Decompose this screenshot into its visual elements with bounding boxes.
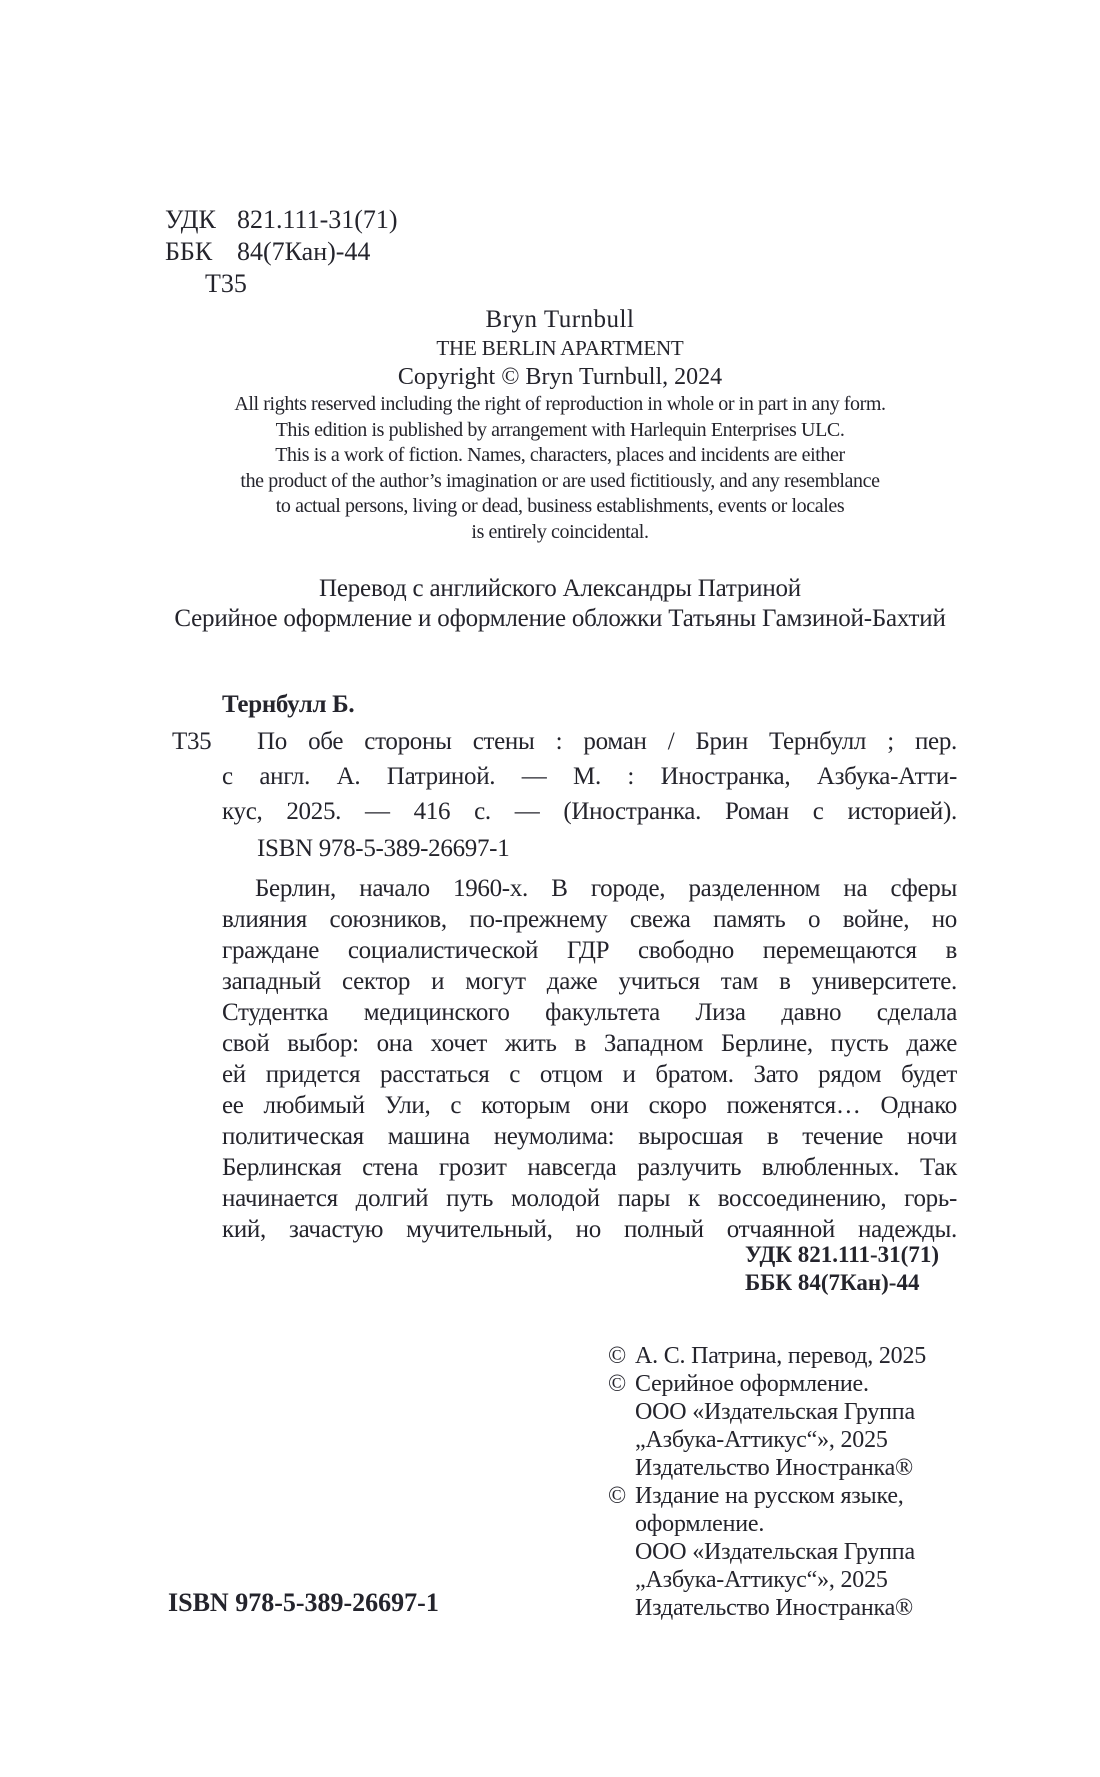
bottom-classification-block bbox=[745, 1241, 939, 1297]
bbk-bottom: ББК 84(7Кан)-44 bbox=[745, 1270, 920, 1295]
udc-label: УДК bbox=[165, 205, 216, 234]
rights-line: This edition is published by arrangement with Harlequin Enterprises ULC. bbox=[275, 418, 845, 441]
copyright-sign: © bbox=[608, 1343, 627, 1369]
copyright-text: „Азбука-Аттикус“», 2025 bbox=[635, 1567, 888, 1593]
annotation-line: западный сектор и могут даже учиться там в университете. bbox=[222, 968, 957, 995]
copyright-line bbox=[608, 1454, 988, 1482]
rights-line: to actual persons, living or dead, business establishments, events or locales bbox=[275, 495, 845, 517]
copyright-text: А. С. Патрина, перевод, 2025 bbox=[635, 1343, 927, 1369]
copyright-line bbox=[608, 1566, 988, 1594]
copyright-text: Издательство Иностранка® bbox=[635, 1455, 914, 1481]
rights-line: All rights reserved including the right of reproduction in whole or in part in any form. bbox=[234, 393, 886, 415]
catalog-entry-line: с англ. А. Патриной. — М. : Иностранка, Азбука-Атти- bbox=[222, 763, 957, 790]
original-author: Bryn Turnbull bbox=[485, 306, 635, 333]
copyright-text: Серийное оформление. bbox=[635, 1371, 869, 1397]
original-title: THE BERLIN APARTMENT bbox=[436, 336, 684, 360]
copyright-line bbox=[608, 1538, 988, 1566]
annotation-line: начинается долгий путь молодой пары к воссоединению, горь- bbox=[222, 1185, 957, 1212]
rights-line: the product of the author’s imagination or are used fictitiously, and any resemblance bbox=[240, 469, 880, 492]
copyright-text: Издание на русском языке, bbox=[635, 1483, 904, 1509]
copyright-sign: © bbox=[608, 1371, 627, 1397]
udc-value: 821.111-31(71) bbox=[237, 205, 398, 234]
catalog-card bbox=[172, 690, 957, 1245]
catalog-entry-line: По обе стороны стены : роман / Брин Тернбулл ; пер. bbox=[257, 728, 957, 755]
rights-line: is entirely coincidental. bbox=[471, 520, 649, 543]
annotation-line: влияния союзников, по-прежнему свежа память о войне, но bbox=[222, 906, 957, 933]
translation-credit: Перевод с английского Александры Патриной bbox=[319, 575, 801, 602]
annotation-line: политическая машина неумолима: выросшая в течение ночи bbox=[222, 1123, 957, 1150]
copyright-line bbox=[608, 1426, 988, 1454]
annotation-line: кий, зачастую мучительный, но полный отчаянной надежды. bbox=[222, 1216, 957, 1243]
annotation-line: граждане социалистической ГДР свободно перемещаются в bbox=[222, 937, 957, 964]
original-edition-block bbox=[60, 306, 1060, 545]
copyright-block bbox=[608, 1342, 988, 1622]
udc-bottom: УДК 821.111-31(71) bbox=[745, 1242, 939, 1267]
catalog-entry-line: кус, 2025. — 416 с. — (Иностранка. Роман с историей). bbox=[222, 798, 957, 825]
copyright-sign: © bbox=[608, 1483, 627, 1509]
annotation-line: Берлин, начало 1960-х. В городе, разделенном на сферы bbox=[255, 875, 957, 902]
copyright-line bbox=[608, 1482, 988, 1510]
annotation bbox=[222, 873, 957, 1245]
original-copyright: Copyright © Bryn Turnbull, 2024 bbox=[397, 364, 723, 390]
copyright-line bbox=[608, 1398, 988, 1426]
catalog-entry bbox=[172, 724, 957, 829]
copyright-text: ООО «Издательская Группа bbox=[635, 1539, 915, 1565]
copyright-text: ООО «Издательская Группа bbox=[635, 1399, 915, 1425]
copyright-line bbox=[608, 1510, 988, 1538]
annotation-line: Берлинская стена грозит навсегда разлучить влюбленных. Так bbox=[222, 1154, 957, 1181]
copyright-line bbox=[608, 1370, 988, 1398]
annotation-line: Студентка медицинского факультета Лиза давно сделала bbox=[222, 999, 957, 1026]
design-credit: Серийное оформление и оформление обложки Татьяны Гамзиной-Бахтий bbox=[174, 605, 946, 632]
copyright-text: „Азбука-Аттикус“», 2025 bbox=[635, 1427, 888, 1453]
copyright-line bbox=[608, 1342, 988, 1370]
bbk-value: 84(7Кан)-44 bbox=[237, 237, 371, 266]
catalog-author-code: Т35 bbox=[172, 728, 212, 755]
catalog-author: Тернбулл Б. bbox=[222, 691, 355, 718]
udc-line bbox=[165, 204, 398, 236]
copyright-line bbox=[608, 1594, 988, 1622]
author-sign-code: Т35 bbox=[205, 269, 247, 298]
catalog-isbn: ISBN 978-5-389-26697-1 bbox=[257, 835, 510, 862]
rights-line: This is a work of fiction. Names, characters, places and incidents are either bbox=[275, 444, 845, 466]
bbk-line bbox=[165, 236, 398, 268]
copyright-text: Издательство Иностранка® bbox=[635, 1595, 914, 1621]
top-classification-block bbox=[165, 204, 398, 300]
copyright-text: оформление. bbox=[635, 1511, 765, 1537]
annotation-line: свой выбор: она хочет жить в Западном Берлине, пусть даже bbox=[222, 1030, 957, 1057]
bottom-isbn: ISBN 978-5-389-26697-1 bbox=[168, 1588, 439, 1617]
credits-block bbox=[60, 574, 1060, 634]
annotation-line: ей придется расстаться с отцом и братом. Зато рядом будет bbox=[222, 1061, 957, 1088]
annotation-line: ее любимый Ули, с которым они скоро поженятся… Однако bbox=[222, 1092, 957, 1119]
bbk-label: ББК bbox=[165, 237, 213, 266]
